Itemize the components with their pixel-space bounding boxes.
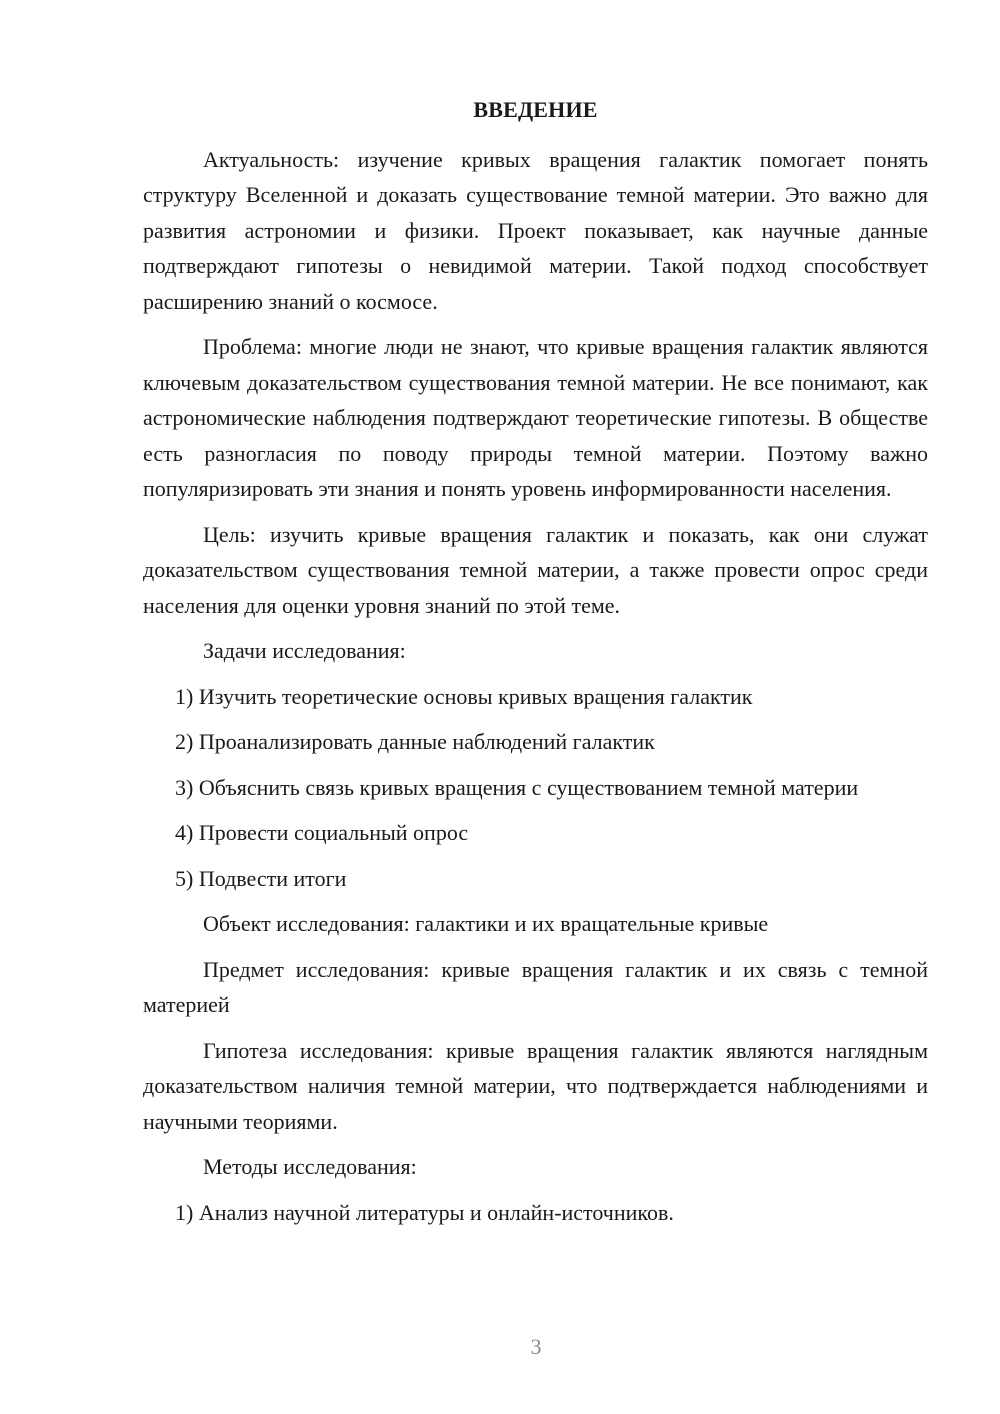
document-page xyxy=(143,92,928,1240)
task-item-5: 5) Подвести итоги xyxy=(175,865,347,891)
task-item-4: 4) Провести социальный опрос xyxy=(175,820,469,845)
task-item-2: 2) Проанализировать данные наблюдений галактик xyxy=(175,729,655,754)
task-item-1: 1) Изучить теоретические основы кривых вращения галактик xyxy=(175,683,753,709)
tasks-heading: Задачи исследования: xyxy=(203,638,406,663)
problem-paragraph: Проблема: многие люди не знают, что кривые вращения галактик являются ключевым доказательством существования темной материи. Не все понимают, как астрономические наблюдения подтверждают теоретические гипотезы. В обществе есть разногласия по поводу природы темной материи. Поэтому важно популяризировать эти знания и понять уровень информированности населения. xyxy=(143,334,928,501)
section-title: ВВЕДЕНИЕ xyxy=(473,97,598,122)
methods-heading: Методы исследования: xyxy=(203,1154,417,1179)
page-number: 3 xyxy=(530,1334,542,1359)
hypothesis-paragraph: Гипотеза исследования: кривые вращения галактик являются наглядным доказательством наличия темной материи, что подтверждается наблюдениями и научными теориями. xyxy=(143,1037,928,1134)
method-item-1: 1) Анализ научной литературы и онлайн-источников. xyxy=(175,1199,674,1225)
object-paragraph: Объект исследования: галактики и их вращательные кривые xyxy=(203,911,769,936)
task-item-3: 3) Объяснить связь кривых вращения с существованием темной материи xyxy=(175,774,859,800)
relevance-paragraph: Актуальность: изучение кривых вращения галактик помогает понять структуру Вселенной и доказать существование темной материи. Это важно для развития астрономии и физики. Проект показывает, как научные данные подтверждают гипотезы о невидимой материи. Такой подход способствует расширению знаний о космосе. xyxy=(143,146,928,314)
subject-paragraph: Предмет исследования: кривые вращения галактик и их связь с темной материей xyxy=(143,956,928,1017)
goal-paragraph: Цель: изучить кривые вращения галактик и показать, как они служат доказательством существования темной материи, а также провести опрос среди населения для оценки уровня знаний по этой теме. xyxy=(143,521,928,618)
